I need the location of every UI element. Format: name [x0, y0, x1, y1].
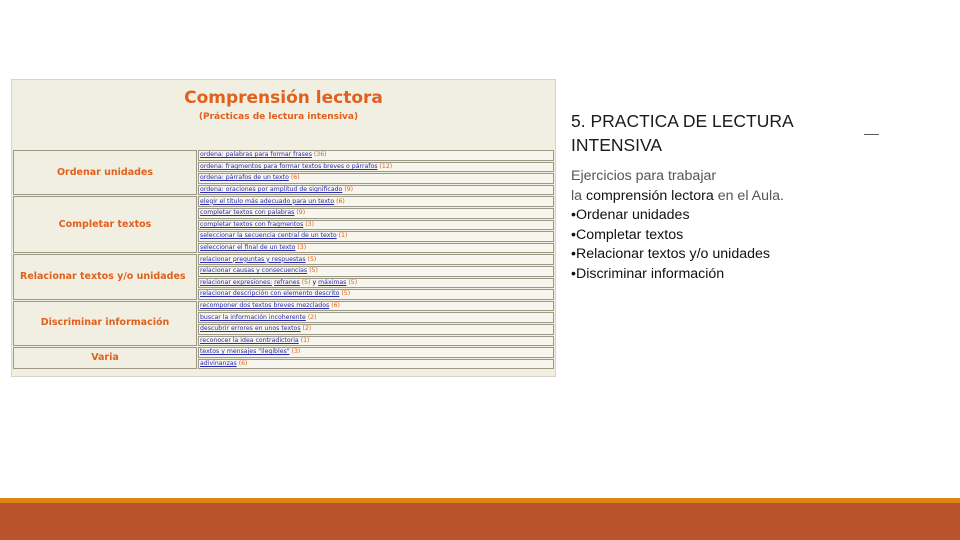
exercise-count: (9) [296, 209, 306, 217]
exercise-cell [198, 359, 554, 370]
exercise-cell [198, 196, 554, 207]
exercise-cell [198, 301, 554, 312]
exercise-count: (3) [291, 348, 301, 356]
exercise-count: (6) [290, 174, 300, 182]
comprension-lectora-screenshot [11, 79, 556, 377]
exercise-cell [198, 312, 554, 323]
intro-line-1: Ejercicios para trabajar [571, 168, 717, 184]
exercise-table [12, 149, 555, 370]
exercise-link[interactable]: ordena: párrafos de un texto [200, 174, 289, 182]
exercise-link[interactable]: ordena: palabras para formar frases [200, 151, 312, 159]
table-row [13, 150, 554, 161]
exercise-cell [198, 243, 554, 254]
exercise-count: (3) [305, 220, 315, 228]
exercise-link[interactable]: completar textos con fragmentos [200, 220, 304, 228]
category-cell: Varia [13, 347, 197, 369]
exercise-cell [198, 289, 554, 300]
table-row [13, 196, 554, 207]
heading-line-2: INTENSIVA [571, 135, 663, 155]
bullet-item: •Ordenar unidades [571, 207, 690, 223]
exercise-cell [198, 185, 554, 196]
exercise-count: (5) [307, 255, 317, 263]
heading-line-1: 5. PRACTICA DE LECTURA [571, 111, 794, 131]
exercise-link[interactable]: reconocer la idea contradictoria [200, 336, 299, 344]
exercise-link[interactable]: elegir el título más adecuado para un texto [200, 197, 335, 205]
footer-bar [0, 503, 960, 540]
intro-suffix: en el Aula. [717, 187, 784, 204]
exercise-link[interactable]: seleccionar el final de un texto [200, 244, 296, 252]
slide-body [571, 167, 871, 284]
category-cell: Discriminar información [13, 301, 197, 346]
exercise-joiner: y [312, 278, 317, 286]
exercise-cell [198, 231, 554, 242]
decorative-dash [864, 134, 879, 135]
bullet-item: •Completar textos [571, 226, 684, 243]
table-row [13, 347, 554, 358]
exercise-cell [198, 254, 554, 265]
exercise-count: (1) [300, 336, 310, 344]
exercise-count: (2) [307, 313, 317, 321]
exercise-link[interactable]: seleccionar la secuencia central de un texto [200, 232, 337, 240]
exercise-link[interactable]: recomponer dos textos breves mezclados [200, 302, 330, 310]
exercise-cell [198, 266, 554, 277]
exercise-count: (6) [331, 302, 340, 310]
exercise-link[interactable]: completar textos con palabras [200, 209, 295, 217]
exercise-cell [198, 208, 554, 219]
exercise-cell [198, 150, 554, 161]
exercise-count: (6) [336, 197, 345, 205]
exercise-link[interactable]: buscar la información incoherente [200, 313, 306, 321]
exercise-link[interactable]: textos y mensajes "ilegibles" [200, 348, 290, 356]
exercise-count: (9) [344, 186, 354, 194]
slide-heading [571, 109, 851, 157]
exercise-count: (5) [309, 267, 318, 275]
category-cell: Ordenar unidades [13, 150, 197, 195]
table-row [13, 301, 554, 312]
exercise-cell [198, 336, 554, 347]
table-row [13, 254, 554, 265]
exercise-cell [198, 162, 554, 173]
exercise-cell [198, 173, 554, 184]
exercise-count: (5) [301, 278, 311, 286]
bullet-item: •Discriminar información [571, 265, 725, 282]
exercise-count: (1) [338, 232, 348, 240]
exercise-count: (36) [313, 151, 327, 159]
exercise-count: (5) [348, 278, 358, 286]
category-cell: Completar textos [13, 196, 197, 253]
exercise-link[interactable]: relacionar descripción con elemento descrito [200, 290, 340, 298]
exercise-sublink[interactable]: refranes [274, 278, 300, 286]
exercise-link[interactable]: adivinanzas [200, 359, 237, 367]
intro-prefix: la [571, 187, 583, 204]
intro-line-2 [571, 187, 871, 207]
exercise-link[interactable]: relacionar preguntas y respuestas [200, 255, 306, 263]
exercise-count: (12) [379, 162, 393, 170]
exercise-count: (6) [238, 359, 248, 367]
screenshot-subtitle: (Prácticas de lectura intensiva) [198, 112, 359, 122]
exercise-link[interactable]: relacionar expresiones: [200, 278, 273, 286]
exercise-count: (2) [302, 325, 312, 333]
bullet-item: •Relacionar textos y/o unidades [571, 246, 770, 262]
exercise-link[interactable]: ordena: oraciones por amplitud de significado [200, 186, 343, 194]
exercise-link[interactable]: ordena: fragmentos para formar textos breves o párrafos [200, 162, 378, 170]
exercise-cell [198, 220, 554, 231]
exercise-cell [198, 278, 554, 289]
exercise-cell [198, 324, 554, 335]
screenshot-title: Comprensión lectora [184, 88, 383, 108]
exercise-sublink[interactable]: máximas [318, 278, 347, 286]
exercise-count: (5) [341, 290, 351, 298]
intro-strong: comprensión lectora [586, 187, 714, 204]
exercise-link[interactable]: descubrir errores en unos textos [200, 325, 301, 333]
exercise-cell [198, 347, 554, 358]
category-cell: Relacionar textos y/o unidades [13, 254, 197, 299]
exercise-link[interactable]: relacionar causas y consecuencias [200, 267, 308, 275]
exercise-count: (3) [297, 244, 307, 252]
